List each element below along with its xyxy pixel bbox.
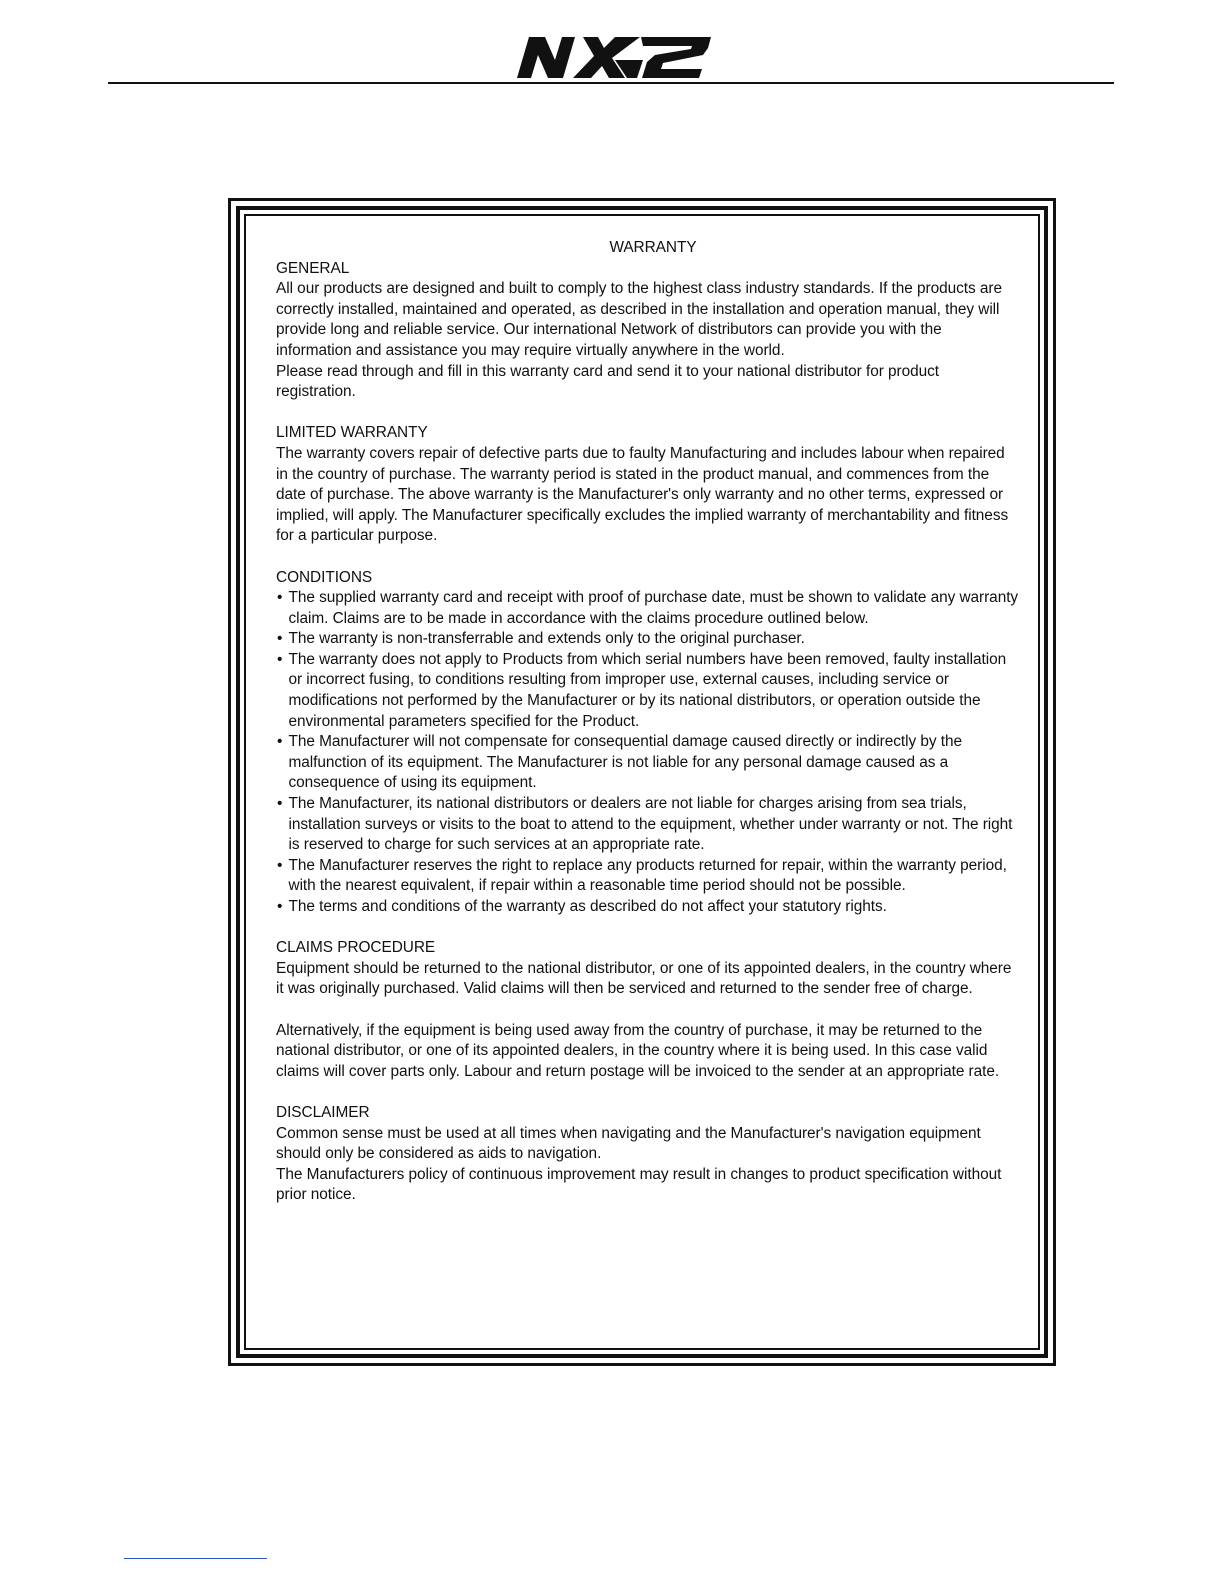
nx2-logo xyxy=(515,34,713,80)
disclaimer-heading: DISCLAIMER xyxy=(276,1103,370,1121)
warranty-card xyxy=(276,238,1020,1227)
footer-rule xyxy=(124,1558,267,1559)
claims-procedure-paragraph: Equipment should be returned to the national distributor, or one of its appointed dealers, in the country where it was originally purchased. Valid claims will then be serviced and returned to the sender free of charge. xyxy=(276,959,1012,998)
condition-item xyxy=(276,794,1020,856)
general-section xyxy=(276,259,1020,403)
header-rule xyxy=(108,82,1114,84)
limited-warranty-section xyxy=(276,423,1020,547)
general-paragraph: All our products are designed and built to comply to the highest class industry standards. If the products are correctly installed, maintained and operated, as described in the installation and operation manual, they will provide long and reliable service. Our international Network of distributors can provide you with the information and assistance you may require virtually anywhere in the world. xyxy=(276,280,1002,359)
disclaimer-section xyxy=(276,1103,1020,1206)
condition-text: The terms and conditions of the warranty as described do not affect your statutory rights. xyxy=(288,898,887,915)
condition-item xyxy=(276,650,1020,732)
bullet-icon: • xyxy=(277,898,283,915)
condition-item xyxy=(276,588,1020,629)
condition-text: The Manufacturer, its national distributors or dealers are not liable for charges arising from sea trials, installation surveys or visits to the boat to attend to the equipment, whether under warranty or not. The right is reserved to charge for such services at an appropriate rate. xyxy=(288,795,1013,854)
condition-text: The Manufacturer will not compensate for consequential damage caused directly or indirectly by the malfunction of its equipment. The Manufacturer is not liable for any personal damage caused as a consequence of using its equipment. xyxy=(288,733,962,792)
condition-text: The warranty is non-transferrable and extends only to the original purchaser. xyxy=(288,630,805,648)
claims-procedure-heading: CLAIMS PROCEDURE xyxy=(276,939,436,957)
general-heading: GENERAL xyxy=(276,259,350,277)
bullet-icon: • xyxy=(277,795,283,813)
disclaimer-paragraph: Common sense must be used at all times when navigating and the Manufacturer's navigation equipment should only be considered as aids to navigation. xyxy=(276,1124,981,1163)
conditions-list xyxy=(276,588,1020,918)
disclaimer-paragraph: The Manufacturers policy of continuous improvement may result in changes to product specification without prior notice. xyxy=(276,1165,1002,1204)
condition-item xyxy=(276,629,1020,650)
limited-warranty-heading: LIMITED WARRANTY xyxy=(276,424,428,442)
warranty-title: WARRANTY xyxy=(609,239,697,256)
bullet-icon: • xyxy=(277,856,283,874)
bullet-icon: • xyxy=(277,650,283,668)
condition-item xyxy=(276,897,1020,918)
condition-item xyxy=(276,856,1020,897)
general-paragraph: Please read through and fill in this warranty card and send it to your national distributor for product registration. xyxy=(276,362,940,401)
condition-text: The supplied warranty card and receipt with proof of purchase date, must be shown to validate any warranty claim. Claims are to be made in accordance with the claims procedure outlined below. xyxy=(288,589,1019,627)
bullet-icon: • xyxy=(277,630,283,648)
claims-procedure-section xyxy=(276,938,1020,1082)
condition-text: The Manufacturer reserves the right to replace any products returned for repair, within the warranty period, with the nearest equivalent, if repair within a reasonable time period should not be possible. xyxy=(288,856,1007,895)
paragraph-gap xyxy=(276,1000,1020,1021)
conditions-heading: CONDITIONS xyxy=(276,568,373,586)
bullet-icon: • xyxy=(277,733,283,751)
bullet-icon: • xyxy=(277,589,283,607)
limited-warranty-paragraph: The warranty covers repair of defective parts due to faulty Manufacturing and includes labour when repaired in the country of purchase. The warranty period is stated in the product manual, and commences from the date of purchase. The above warranty is the Manufacturer's only warranty and no other terms, expressed or implied, will apply. The Manufacturer specifically excludes the implied warranty of merchantability and fitness for a particular purpose. xyxy=(276,444,1009,545)
condition-item xyxy=(276,732,1020,794)
claims-procedure-paragraph: Alternatively, if the equipment is being used away from the country of purchase, it may be returned to the national distributor, or one of its appointed dealers, in the country where it is being used. In this case valid claims will cover parts only. Labour and return postage will be invoiced to the sender at an appropriate rate. xyxy=(276,1021,1000,1080)
condition-text: The warranty does not apply to Products from which serial numbers have been removed, faulty installation or incorrect fusing, to conditions resulting from improper use, external causes, including service or modifications not performed by the Manufacturer or by its national distributors, or operation outside the environmental parameters specified for the Product. xyxy=(288,650,1007,730)
conditions-section xyxy=(276,568,1020,918)
